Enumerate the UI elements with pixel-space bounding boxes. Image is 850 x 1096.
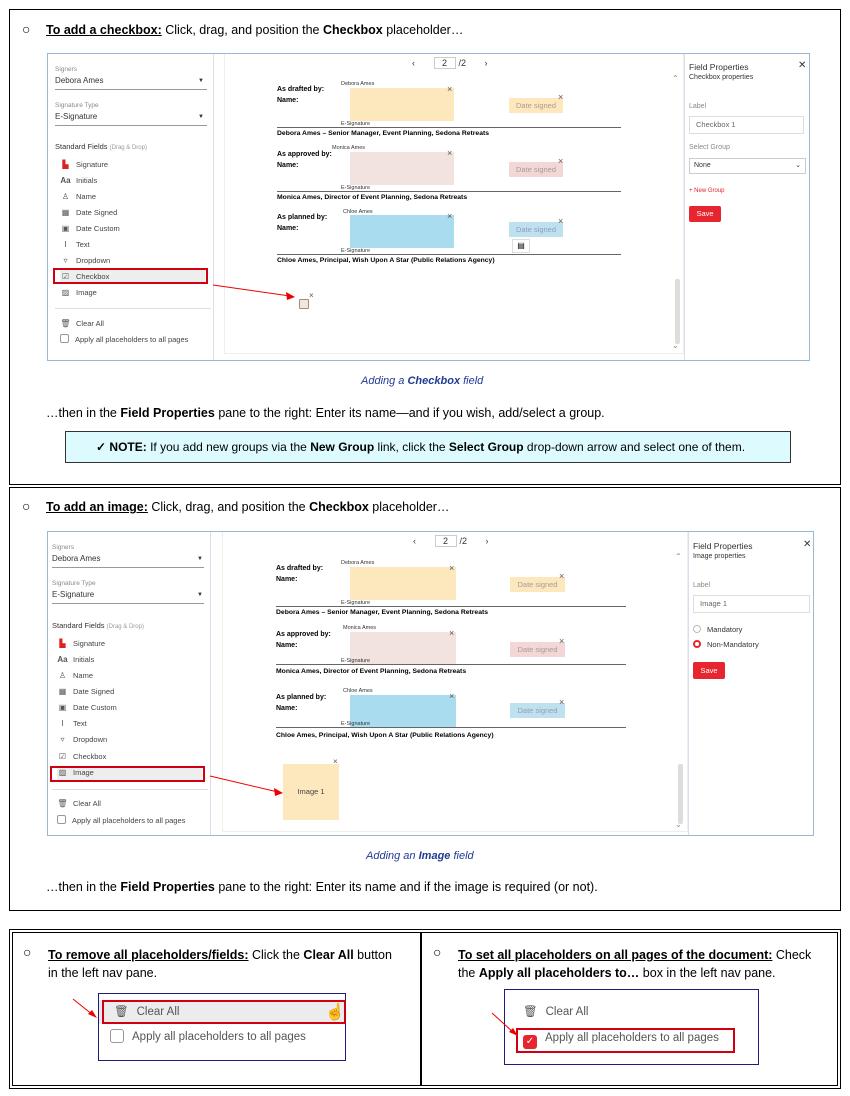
- dropdown-icon: ▿: [63, 256, 68, 265]
- figure-caption: Adding an Image field: [366, 850, 474, 862]
- signature-type-select[interactable]: E-Signature: [55, 112, 98, 121]
- scroll-up-icon[interactable]: ⌃: [675, 552, 682, 561]
- calendar-icon: ▦: [58, 687, 67, 696]
- properties-subtitle: Image properties: [693, 553, 746, 560]
- close-icon[interactable]: ×: [447, 148, 453, 158]
- signers-label: Signers: [52, 544, 75, 551]
- scroll-down-icon[interactable]: ⌄: [675, 820, 682, 829]
- apply-all-checkbox[interactable]: Apply all placeholders to all pages: [57, 814, 185, 828]
- image-icon: ▨: [61, 288, 70, 297]
- close-icon[interactable]: ×: [559, 636, 565, 646]
- properties-icon[interactable]: ▤: [512, 239, 530, 253]
- trash-icon: 🗑: [57, 799, 68, 808]
- section-heading: To remove all placeholders/fields: Click the Clear All button in the left nav pane.: [48, 948, 392, 980]
- bullet: ○: [23, 944, 32, 960]
- close-icon[interactable]: ✕: [803, 539, 812, 550]
- signature-type-label: Signature Type: [55, 102, 99, 109]
- close-icon[interactable]: ×: [449, 563, 455, 573]
- note-box: ✓ NOTE: If you add new groups via the New Group link, click the Select Group drop-down arrow and select one of them.: [65, 431, 791, 463]
- apply-all-checkbox[interactable]: Apply all placeholders to all pages: [60, 333, 188, 347]
- apply-all-checkbox[interactable]: ✓ Apply all placeholders to all pages: [523, 1032, 719, 1049]
- signer-select[interactable]: Debora Ames: [55, 76, 104, 85]
- chevron-down-icon[interactable]: ▼: [198, 78, 204, 84]
- text-cursor-icon: Ι: [64, 240, 67, 249]
- bullet: ○: [22, 498, 31, 514]
- signer-name: Debora Ames: [341, 81, 375, 87]
- prev-page-icon[interactable]: ‹: [413, 536, 416, 546]
- scroll-up-icon[interactable]: ⌃: [672, 74, 679, 83]
- close-icon[interactable]: ×: [559, 697, 565, 707]
- field-checkbox[interactable]: ☑ Checkbox: [57, 750, 106, 764]
- clear-all-button[interactable]: 🗑 Clear All: [114, 1006, 180, 1018]
- clear-all-button[interactable]: 🗑 Clear All: [60, 317, 104, 331]
- checkbox-icon: ☑: [61, 272, 70, 281]
- date-signed-placeholder[interactable]: Date signed: [510, 642, 565, 657]
- next-page-icon[interactable]: ›: [485, 536, 489, 546]
- text-cursor-icon: Ι: [61, 719, 64, 728]
- signer-select[interactable]: Debora Ames: [52, 554, 101, 563]
- signature-type-label: Signature Type: [52, 580, 96, 587]
- instruction-text: …then in the Field Properties pane to the right: Enter its name and if the image is required (or not).: [46, 880, 598, 894]
- chevron-down-icon[interactable]: ⌄: [795, 162, 801, 169]
- initials-icon: Aa: [60, 176, 71, 185]
- esig-label: E-Signature: [341, 721, 371, 727]
- checkmark-icon: ✓: [96, 440, 107, 454]
- planned-by-label: As planned by: Name:: [277, 214, 328, 232]
- signer-line: Chloe Ames, Principal, Wish Upon A Star (Public Relations Agency): [277, 257, 495, 264]
- esig-label: E-Signature: [341, 600, 371, 606]
- clear-all-button[interactable]: 🗑 Clear All: [57, 797, 101, 811]
- date-signed-placeholder[interactable]: Date signed: [510, 577, 565, 592]
- signature-icon: ▙: [59, 639, 66, 648]
- page-total: /2: [458, 58, 467, 68]
- chevron-down-icon[interactable]: ▼: [197, 592, 203, 598]
- signer-line: Monica Ames, Director of Event Planning, Sedona Retreats: [277, 194, 468, 201]
- field-checkbox[interactable]: ☑ Checkbox: [60, 270, 205, 284]
- close-icon[interactable]: ×: [558, 92, 564, 102]
- heading-text-end: placeholder…: [382, 23, 464, 37]
- image-icon: ▨: [58, 768, 67, 777]
- signature-icon: ▙: [62, 160, 69, 169]
- date-signed-placeholder[interactable]: Date signed: [509, 162, 563, 177]
- signer-name: Monica Ames: [332, 145, 366, 151]
- section-add-checkbox: [9, 9, 841, 485]
- heading-text-end: placeholder…: [368, 500, 450, 514]
- field-properties-title: Field Properties: [689, 62, 749, 72]
- close-icon[interactable]: ×: [449, 628, 455, 638]
- new-group-link[interactable]: + New Group: [689, 188, 725, 194]
- scroll-down-icon[interactable]: ⌄: [672, 341, 679, 350]
- section-bottom: [9, 929, 841, 1089]
- cell-apply-all: [421, 932, 838, 1086]
- bullet: ○: [22, 21, 31, 37]
- close-icon[interactable]: ×: [309, 291, 314, 300]
- approved-by-label: As approved by: Name:: [277, 151, 332, 169]
- signers-label: Signers: [55, 66, 78, 73]
- chevron-down-icon[interactable]: ▼: [197, 556, 203, 562]
- esig-label: E-Signature: [341, 185, 371, 191]
- drafted-by-label: As drafted by: Name:: [276, 565, 324, 583]
- close-icon[interactable]: ✕: [798, 60, 807, 71]
- image-placeholder[interactable]: Image 1: [283, 764, 339, 820]
- non-mandatory-radio[interactable]: Non-Mandatory: [693, 640, 759, 649]
- signer-name: Debora Ames: [341, 560, 375, 566]
- field-image[interactable]: ▨ Image: [60, 286, 97, 300]
- label-input[interactable]: Image 1: [693, 595, 810, 613]
- esig-label: E-Signature: [341, 658, 371, 664]
- field-initials[interactable]: Aa Initials: [60, 174, 97, 188]
- standard-fields-heading: Standard Fields (Drag & Drop): [52, 621, 144, 630]
- field-name[interactable]: ♙ Name: [57, 669, 93, 683]
- section-add-image: [9, 487, 841, 911]
- close-icon[interactable]: ×: [559, 571, 565, 581]
- calendar-custom-icon: ▣: [61, 224, 70, 233]
- planned-by-label: As planned by: Name:: [276, 694, 327, 712]
- trash-icon: 🗑: [114, 1006, 129, 1018]
- trash-icon: 🗑: [523, 1006, 538, 1018]
- close-icon[interactable]: ×: [333, 757, 338, 766]
- pointer-arrow: [422, 933, 839, 1087]
- properties-subtitle: Checkbox properties: [689, 74, 754, 81]
- pointer-arrow: [10, 488, 842, 912]
- field-text[interactable]: Ι Text: [57, 717, 87, 731]
- date-signed-placeholder[interactable]: Date signed: [509, 98, 563, 113]
- checkbox-icon: ☑: [58, 752, 67, 761]
- field-date-custom[interactable]: ▣ Date Custom: [60, 222, 120, 236]
- initials-icon: Aa: [57, 655, 68, 664]
- select-group-dropdown[interactable]: None ⌄: [689, 158, 806, 174]
- signer-line: Monica Ames, Director of Event Planning, Sedona Retreats: [276, 668, 467, 675]
- person-icon: ♙: [58, 671, 67, 680]
- close-icon[interactable]: ×: [449, 691, 455, 701]
- heading-bold: Checkbox: [309, 500, 369, 514]
- date-signed-placeholder[interactable]: Date signed: [509, 222, 563, 237]
- trash-icon: 🗑: [60, 319, 71, 328]
- standard-fields-heading: Standard Fields (Drag & Drop): [55, 142, 147, 151]
- heading-underlined: To add an image:: [46, 500, 148, 514]
- heading-bold: Checkbox: [322, 23, 383, 37]
- date-signed-placeholder[interactable]: Date signed: [510, 703, 565, 718]
- checkbox-checked-icon[interactable]: ✓: [523, 1035, 537, 1049]
- signer-line: Debora Ames – Senior Manager, Event Planning, Sedona Retreats: [277, 130, 490, 137]
- select-group-label: Select Group: [689, 144, 730, 151]
- field-date-signed[interactable]: ▦ Date Signed: [57, 685, 114, 699]
- calendar-custom-icon: ▣: [58, 703, 67, 712]
- field-dropdown[interactable]: ▿ Dropdown: [60, 254, 110, 268]
- cell-clear-all: [12, 932, 421, 1086]
- close-icon[interactable]: ×: [447, 211, 453, 221]
- section-heading: To set all placeholders on all pages of the document: Check the Apply all placeholders to… box in the left nav pane.: [458, 948, 812, 980]
- save-button[interactable]: Save: [689, 206, 721, 222]
- field-text[interactable]: Ι Text: [60, 238, 90, 252]
- field-image[interactable]: ▨ Image: [57, 766, 202, 780]
- signer-line: Chloe Ames, Principal, Wish Upon A Star (Public Relations Agency): [276, 732, 494, 739]
- field-date-custom[interactable]: ▣ Date Custom: [57, 701, 117, 715]
- prev-page-icon[interactable]: ‹: [412, 58, 415, 68]
- pointer-arrow: [13, 933, 422, 1087]
- page-input[interactable]: 2: [435, 535, 457, 547]
- close-icon[interactable]: ×: [447, 84, 453, 94]
- label-caption: Label: [689, 103, 707, 110]
- drafted-by-label: As drafted by: Name:: [277, 86, 325, 104]
- signer-name: Chloe Ames: [343, 688, 373, 694]
- field-properties-title: Field Properties: [693, 541, 753, 551]
- field-signature[interactable]: ▙ Signature: [57, 637, 105, 651]
- label-caption: Label: [693, 582, 711, 589]
- field-dropdown[interactable]: ▿ Dropdown: [57, 733, 107, 747]
- signer-name: Chloe Ames: [343, 209, 373, 215]
- bullet: ○: [433, 944, 442, 960]
- field-initials[interactable]: Aa Initials: [57, 653, 94, 667]
- signer-name: Monica Ames: [343, 625, 377, 631]
- signature-type-select[interactable]: E-Signature: [52, 590, 95, 599]
- field-signature[interactable]: ▙ Signature: [60, 158, 108, 172]
- field-name[interactable]: ♙ Name: [60, 190, 96, 204]
- heading-text: Click, drag, and position the: [147, 500, 310, 514]
- chevron-down-icon[interactable]: ▼: [198, 114, 204, 120]
- dropdown-icon: ▿: [60, 735, 65, 744]
- field-date-signed[interactable]: ▦ Date Signed: [60, 206, 117, 220]
- page-input[interactable]: 2: [434, 57, 456, 69]
- figure-caption: Adding a Checkbox field: [361, 375, 484, 387]
- clear-all-button[interactable]: 🗑 Clear All: [523, 1006, 589, 1018]
- apply-all-checkbox[interactable]: Apply all placeholders to all pages: [110, 1029, 306, 1043]
- instruction-text: …then in the Field Properties pane to the right: Enter its name—and if you wish, add/select a group.: [46, 406, 605, 420]
- next-page-icon[interactable]: ›: [484, 58, 488, 68]
- person-icon: ♙: [61, 192, 70, 201]
- page-total: /2: [459, 536, 468, 546]
- save-button[interactable]: Save: [693, 662, 725, 679]
- heading-text: Click, drag, and position the: [161, 23, 323, 37]
- calendar-icon: ▦: [61, 208, 70, 217]
- esig-label: E-Signature: [341, 248, 371, 254]
- approved-by-label: As approved by: Name:: [276, 631, 331, 649]
- esig-label: E-Signature: [341, 121, 371, 127]
- hand-cursor-icon: ☝: [325, 1004, 345, 1021]
- close-icon[interactable]: ×: [558, 156, 564, 166]
- signer-line: Debora Ames – Senior Manager, Event Planning, Sedona Retreats: [276, 609, 489, 616]
- label-input[interactable]: Checkbox 1: [689, 116, 804, 134]
- mandatory-radio[interactable]: Mandatory: [693, 625, 742, 634]
- close-icon[interactable]: ×: [558, 216, 564, 226]
- heading-underlined: To add a checkbox:: [46, 23, 162, 37]
